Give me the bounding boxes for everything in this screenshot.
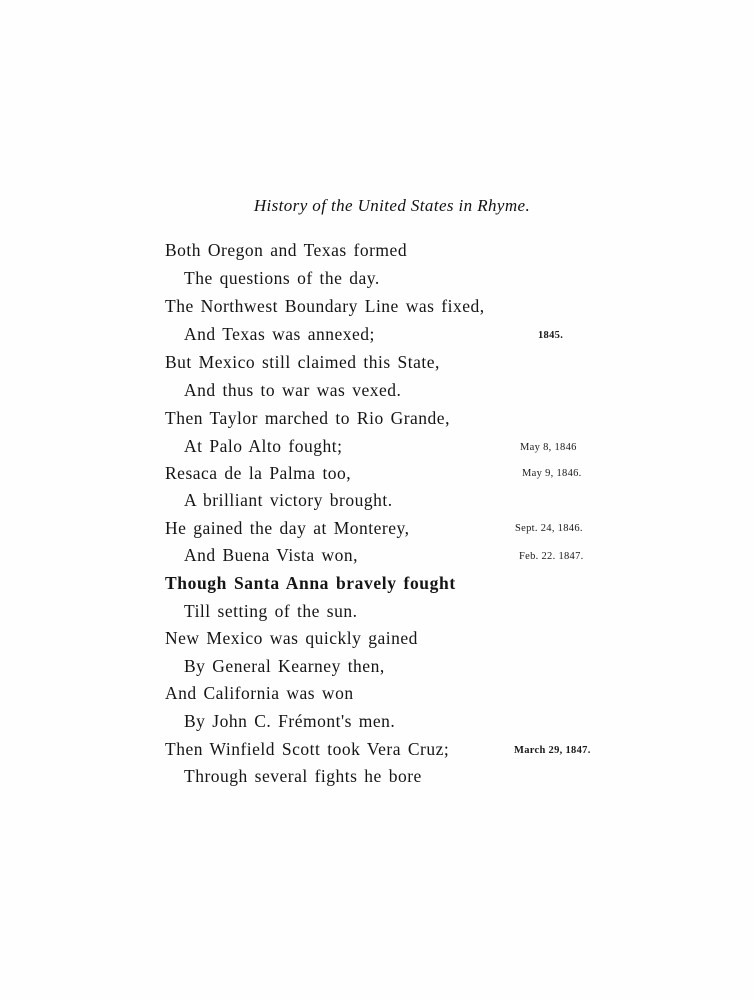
poem-line: Then Winfield Scott took Vera Cruz; (165, 739, 450, 759)
poem-line: And Texas was annexed; (184, 324, 375, 344)
poem-line: Till setting of the sun. (184, 601, 358, 621)
poem-line: By General Kearney then, (184, 656, 385, 676)
poem-line: Then Taylor marched to Rio Grande, (165, 408, 450, 428)
margin-date: March 29, 1847. (514, 745, 591, 756)
margin-date: May 8, 1846 (520, 442, 577, 453)
poem-line: And Buena Vista won, (184, 545, 359, 565)
margin-date: Feb. 22. 1847. (519, 551, 584, 562)
poem-line: By John C. Frémont's men. (184, 711, 396, 731)
poem-line: But Mexico still claimed this State, (165, 352, 440, 372)
poem-line: And thus to war was vexed. (184, 380, 402, 400)
poem-line: Both Oregon and Texas formed (165, 240, 408, 260)
poem-line: The questions of the day. (184, 268, 380, 288)
poem-line: At Palo Alto fought; (184, 436, 343, 456)
poem-line: And California was won (165, 683, 354, 703)
poem-line: He gained the day at Monterey, (165, 518, 410, 538)
running-title: History of the United States in Rhyme. (253, 196, 531, 215)
margin-date: May 9, 1846. (522, 468, 582, 479)
poem-line: Resaca de la Palma too, (165, 463, 352, 483)
poem-line: New Mexico was quickly gained (165, 628, 418, 648)
margin-date: 1845. (538, 330, 564, 341)
poem-line: Though Santa Anna bravely fought (165, 573, 456, 593)
poem-line: The Northwest Boundary Line was fixed, (165, 296, 485, 316)
poem-line: Through several fights he bore (184, 766, 422, 786)
margin-date: Sept. 24, 1846. (515, 523, 583, 534)
poem-line: A brilliant victory brought. (184, 490, 393, 510)
